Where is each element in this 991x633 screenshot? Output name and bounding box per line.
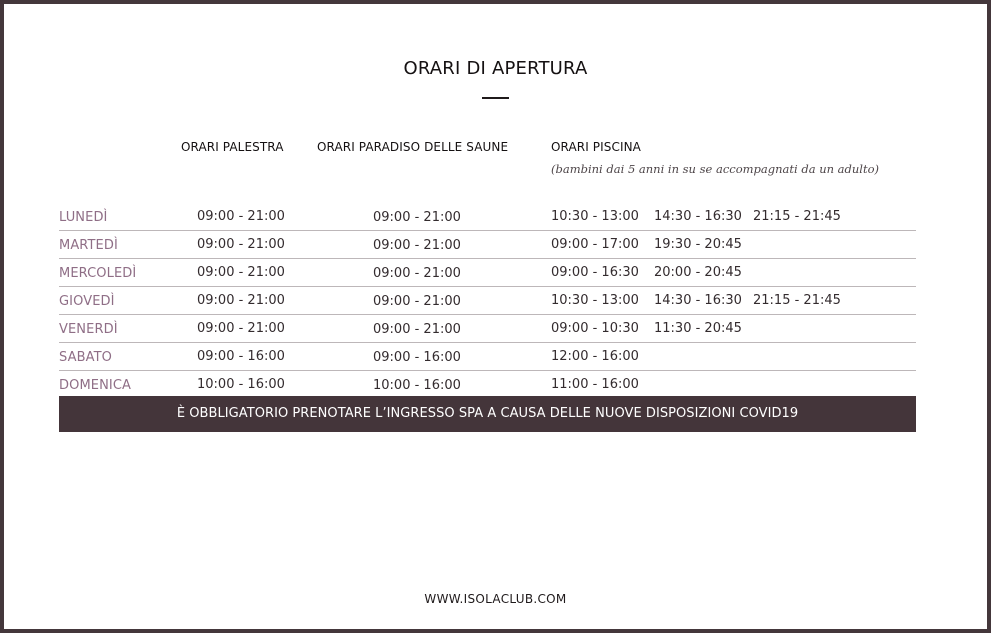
schedule-table	[59, 203, 916, 399]
pool-hours-slot-3: 21:15 - 21:45	[753, 293, 841, 308]
schedule-row-monday	[59, 203, 916, 231]
gym-hours: 09:00 - 21:00	[197, 265, 285, 280]
gym-hours: 10:00 - 16:00	[197, 377, 285, 392]
gym-hours: 09:00 - 21:00	[197, 321, 285, 336]
pool-hours-slot-2: 19:30 - 20:45	[654, 237, 742, 252]
schedule-row-saturday	[59, 343, 916, 371]
schedule-row-thursday	[59, 287, 916, 315]
column-header-pool: ORARI PISCINA	[551, 140, 641, 154]
sauna-hours: 10:00 - 16:00	[373, 378, 461, 393]
day-label: LUNEDÌ	[59, 210, 108, 225]
pool-note: (bambini dai 5 anni in su se accompagnati da un adulto)	[551, 162, 880, 176]
pool-hours-slot-1: 10:30 - 13:00	[551, 209, 639, 224]
pool-hours-slot-2: 14:30 - 16:30	[654, 293, 742, 308]
day-label: DOMENICA	[59, 378, 132, 393]
pool-hours-slot-2: 20:00 - 20:45	[654, 265, 742, 280]
sauna-hours: 09:00 - 21:00	[373, 266, 461, 281]
pool-hours-slot-1: 09:00 - 17:00	[551, 237, 639, 252]
pool-hours-slot-3: 21:15 - 21:45	[753, 209, 841, 224]
pool-hours-slot-2: 14:30 - 16:30	[654, 209, 742, 224]
day-label: MERCOLEDÌ	[59, 266, 137, 281]
gym-hours: 09:00 - 21:00	[197, 293, 285, 308]
sauna-hours: 09:00 - 21:00	[373, 238, 461, 253]
sauna-hours: 09:00 - 21:00	[373, 294, 461, 309]
sauna-hours: 09:00 - 21:00	[373, 210, 461, 225]
sauna-hours: 09:00 - 21:00	[373, 322, 461, 337]
pool-hours-slot-1: 09:00 - 10:30	[551, 321, 639, 336]
schedule-row-friday	[59, 315, 916, 343]
column-header-gym: ORARI PALESTRA	[181, 140, 284, 154]
gym-hours: 09:00 - 21:00	[197, 237, 285, 252]
column-header-sauna: ORARI PARADISO DELLE SAUNE	[317, 140, 509, 154]
schedule-row-tuesday	[59, 231, 916, 259]
covid-booking-banner: È OBBLIGATORIO PRENOTARE L’INGRESSO SPA A CAUSA DELLE NUOVE DISPOSIZIONI COVID19	[59, 396, 916, 432]
pool-hours-slot-1: 09:00 - 16:30	[551, 265, 639, 280]
pool-hours-slot-2: 11:30 - 20:45	[654, 321, 742, 336]
schedule-row-sunday	[59, 371, 916, 399]
website-link[interactable]: WWW.ISOLACLUB.COM	[424, 592, 567, 606]
schedule-row-wednesday	[59, 259, 916, 287]
pool-hours-slot-1: 10:30 - 13:00	[551, 293, 639, 308]
page-title: ORARI DI APERTURA	[403, 58, 588, 79]
sauna-hours: 09:00 - 16:00	[373, 350, 461, 365]
gym-hours: 09:00 - 21:00	[197, 209, 285, 224]
pool-hours-slot-1: 12:00 - 16:00	[551, 349, 639, 364]
day-label: GIOVEDÌ	[59, 294, 115, 309]
day-label: VENERDÌ	[59, 322, 118, 337]
day-label: MARTEDÌ	[59, 238, 118, 253]
title-underline	[482, 97, 509, 99]
day-label: SABATO	[59, 350, 112, 365]
pool-hours-slot-1: 11:00 - 16:00	[551, 377, 639, 392]
gym-hours: 09:00 - 16:00	[197, 349, 285, 364]
